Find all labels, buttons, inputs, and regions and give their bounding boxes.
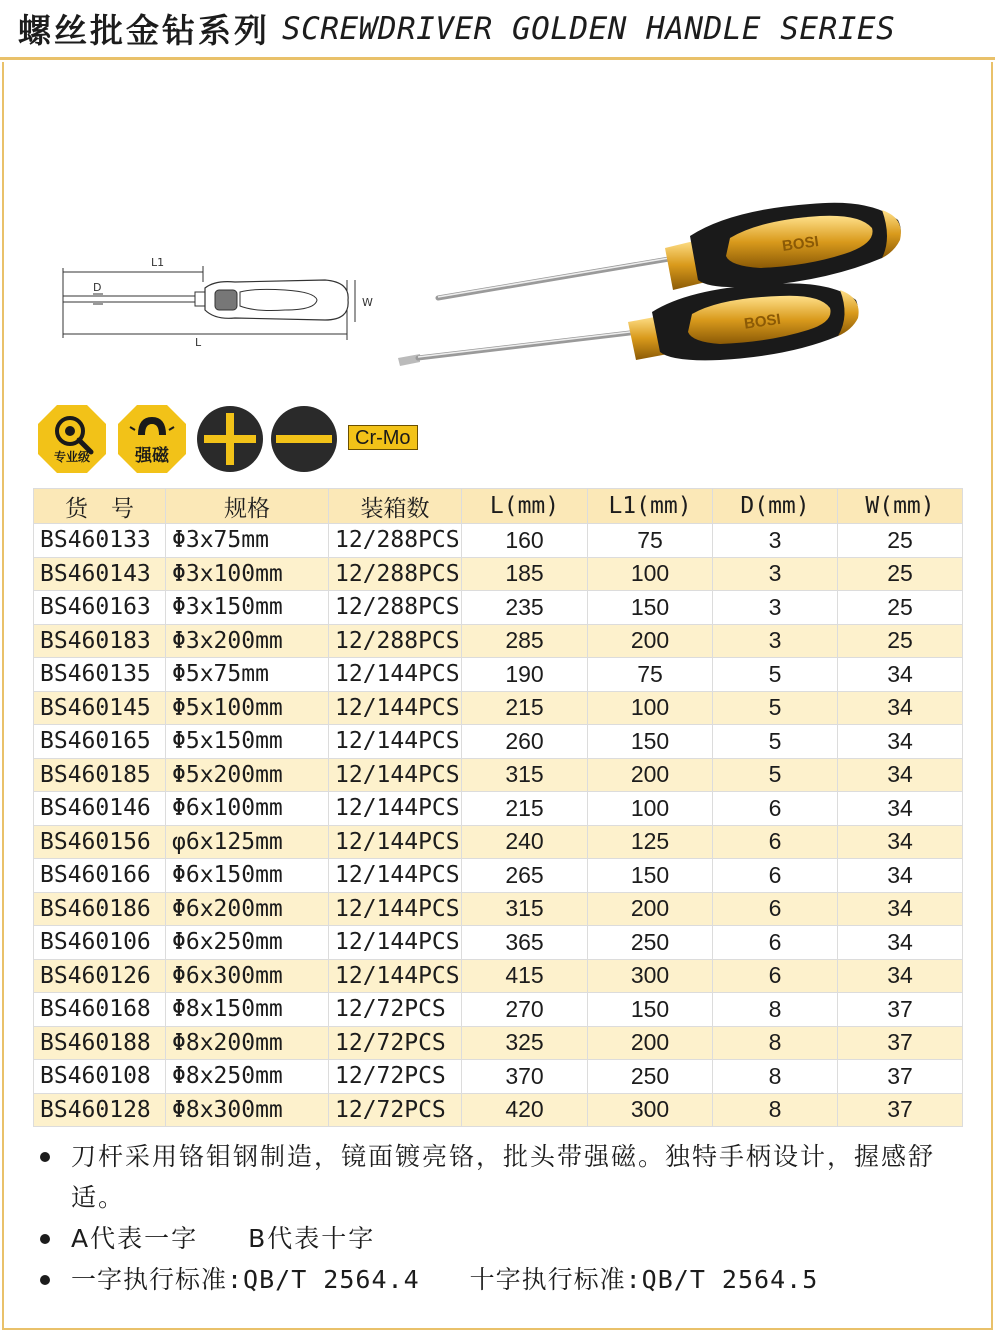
table-cell: 37 xyxy=(838,1060,963,1094)
table-cell: 100 xyxy=(588,557,713,591)
table-cell: 3 xyxy=(713,624,838,658)
table-cell: 34 xyxy=(838,691,963,725)
table-cell: 6 xyxy=(713,825,838,859)
diagram-blade xyxy=(63,296,205,302)
table-row xyxy=(34,691,963,725)
table-cell: BS460168 xyxy=(34,993,166,1027)
table-cell: 12/144PCS xyxy=(329,959,462,993)
table-cell: 12/144PCS xyxy=(329,691,462,725)
table-row xyxy=(34,758,963,792)
column-header: 规格 xyxy=(166,489,329,524)
slotted-screwdriver-image xyxy=(390,270,870,380)
table-cell: 370 xyxy=(462,1060,588,1094)
table-cell: 12/288PCS xyxy=(329,557,462,591)
table-cell: Φ3x200mm xyxy=(166,624,329,658)
table-cell: 415 xyxy=(462,959,588,993)
professional-label: 专业级 xyxy=(53,450,90,464)
label-w: W xyxy=(362,296,373,309)
table-cell: Φ3x100mm xyxy=(166,557,329,591)
table-cell: 315 xyxy=(462,892,588,926)
table-cell: Φ6x100mm xyxy=(166,792,329,826)
table-row xyxy=(34,926,963,960)
magnetic-badge xyxy=(116,403,188,475)
table-cell: 150 xyxy=(588,725,713,759)
table-cell: 12/144PCS xyxy=(329,859,462,893)
table-cell: 12/144PCS xyxy=(329,926,462,960)
table-cell: 3 xyxy=(713,591,838,625)
table-cell: BS460186 xyxy=(34,892,166,926)
table-row xyxy=(34,993,963,1027)
table-cell: 240 xyxy=(462,825,588,859)
table-row xyxy=(34,1093,963,1127)
table-cell: 5 xyxy=(713,758,838,792)
table-cell: 150 xyxy=(588,591,713,625)
spec-table xyxy=(33,488,963,1127)
table-cell: 265 xyxy=(462,859,588,893)
table-cell: 12/72PCS xyxy=(329,1060,462,1094)
table-cell: 6 xyxy=(713,959,838,993)
table-cell: 300 xyxy=(588,1093,713,1127)
slotted-tip-icon xyxy=(270,405,338,473)
table-cell: 75 xyxy=(588,658,713,692)
table-row xyxy=(34,892,963,926)
table-row xyxy=(34,557,963,591)
table-cell: 6 xyxy=(713,859,838,893)
table-cell: 12/288PCS xyxy=(329,624,462,658)
table-cell: 37 xyxy=(838,1026,963,1060)
column-header: W(mm) xyxy=(838,489,963,524)
table-cell: Φ8x250mm xyxy=(166,1060,329,1094)
table-cell: BS460156 xyxy=(34,825,166,859)
table-cell: 37 xyxy=(838,993,963,1027)
table-cell: 8 xyxy=(713,993,838,1027)
table-cell: 12/144PCS xyxy=(329,725,462,759)
table-cell: 34 xyxy=(838,859,963,893)
table-row xyxy=(34,658,963,692)
table-cell: 100 xyxy=(588,792,713,826)
label-l: L xyxy=(195,336,202,349)
note-material xyxy=(38,1136,968,1218)
table-cell: Φ6x300mm xyxy=(166,959,329,993)
table-cell: Φ8x200mm xyxy=(166,1026,329,1060)
table-cell: 420 xyxy=(462,1093,588,1127)
table-cell: 6 xyxy=(713,926,838,960)
table-cell: Φ8x150mm xyxy=(166,993,329,1027)
table-cell: BS460126 xyxy=(34,959,166,993)
table-cell: 12/144PCS xyxy=(329,792,462,826)
table-cell: 160 xyxy=(462,524,588,558)
table-cell: 34 xyxy=(838,725,963,759)
note-type-codes xyxy=(38,1218,968,1259)
table-row xyxy=(34,959,963,993)
table-cell: 12/72PCS xyxy=(329,993,462,1027)
table-cell: 200 xyxy=(588,1026,713,1060)
table-cell: 8 xyxy=(713,1093,838,1127)
table-cell: 34 xyxy=(838,892,963,926)
table-cell: Φ5x150mm xyxy=(166,725,329,759)
table-cell: 215 xyxy=(462,691,588,725)
table-cell: 200 xyxy=(588,624,713,658)
table-cell: 200 xyxy=(588,758,713,792)
note-standard-slotted: 一字执行标准:QB/T 2564.4 xyxy=(71,1265,420,1294)
table-cell: 150 xyxy=(588,993,713,1027)
notes xyxy=(38,1136,968,1300)
table-row xyxy=(34,1060,963,1094)
feature-badges xyxy=(36,403,418,475)
table-cell: Φ5x100mm xyxy=(166,691,329,725)
table-row xyxy=(34,524,963,558)
table-cell: 8 xyxy=(713,1060,838,1094)
table-cell: 12/288PCS xyxy=(329,591,462,625)
label-d: D xyxy=(93,281,102,294)
table-cell: Φ3x75mm xyxy=(166,524,329,558)
table-cell: 260 xyxy=(462,725,588,759)
table-cell: BS460163 xyxy=(34,591,166,625)
table-cell: 12/72PCS xyxy=(329,1026,462,1060)
table-cell: 235 xyxy=(462,591,588,625)
table-cell: 34 xyxy=(838,825,963,859)
column-header: L(mm) xyxy=(462,489,588,524)
table-cell: 25 xyxy=(838,591,963,625)
table-cell: 215 xyxy=(462,792,588,826)
table-cell: 75 xyxy=(588,524,713,558)
table-cell: 25 xyxy=(838,524,963,558)
table-cell: 34 xyxy=(838,758,963,792)
table-cell: BS460165 xyxy=(34,725,166,759)
page-header xyxy=(0,0,995,60)
table-cell: 34 xyxy=(838,959,963,993)
table-cell: 6 xyxy=(713,892,838,926)
professional-badge xyxy=(36,403,108,475)
table-cell: 3 xyxy=(713,524,838,558)
table-cell: 8 xyxy=(713,1026,838,1060)
note-standards xyxy=(38,1259,968,1300)
table-cell: 315 xyxy=(462,758,588,792)
table-row xyxy=(34,624,963,658)
table-cell: 37 xyxy=(838,1093,963,1127)
brand-mark-2: BOSI xyxy=(743,310,782,333)
note-code-a: A代表一字 xyxy=(71,1224,199,1253)
table-cell: Φ6x200mm xyxy=(166,892,329,926)
table-cell: 190 xyxy=(462,658,588,692)
table-row xyxy=(34,792,963,826)
table-row xyxy=(34,1026,963,1060)
table-cell: BS460128 xyxy=(34,1093,166,1127)
label-l1: L1 xyxy=(151,256,165,269)
table-cell: Φ3x150mm xyxy=(166,591,329,625)
table-cell: BS460106 xyxy=(34,926,166,960)
table-cell: 270 xyxy=(462,993,588,1027)
table-cell: 150 xyxy=(588,859,713,893)
table-cell: 12/144PCS xyxy=(329,892,462,926)
table-cell: 125 xyxy=(588,825,713,859)
table-cell: BS460183 xyxy=(34,624,166,658)
magnetic-label: 强磁 xyxy=(135,446,169,466)
table-cell: 5 xyxy=(713,691,838,725)
table-cell: Φ5x75mm xyxy=(166,658,329,692)
table-cell: 250 xyxy=(588,1060,713,1094)
table-cell: 34 xyxy=(838,658,963,692)
table-cell: Φ6x250mm xyxy=(166,926,329,960)
product-area xyxy=(0,70,995,390)
table-cell: 200 xyxy=(588,892,713,926)
note-standard-phillips: 十字执行标准:QB/T 2564.5 xyxy=(469,1265,819,1294)
title-english: SCREWDRIVER GOLDEN HANDLE SERIES xyxy=(282,10,896,47)
table-cell: BS460185 xyxy=(34,758,166,792)
column-header: 货 号 xyxy=(34,489,166,524)
table-cell: 25 xyxy=(838,624,963,658)
title-chinese: 螺丝批金钻系列 xyxy=(18,11,270,50)
table-cell: 325 xyxy=(462,1026,588,1060)
table-cell: Φ6x150mm xyxy=(166,859,329,893)
table-cell: 12/144PCS xyxy=(329,658,462,692)
table-cell: BS460145 xyxy=(34,691,166,725)
table-row xyxy=(34,825,963,859)
table-cell: Φ8x300mm xyxy=(166,1093,329,1127)
table-cell: 25 xyxy=(838,557,963,591)
table-cell: BS460166 xyxy=(34,859,166,893)
table-cell: 34 xyxy=(838,792,963,826)
column-header: L1(mm) xyxy=(588,489,713,524)
table-cell: Φ5x200mm xyxy=(166,758,329,792)
table-cell: 3 xyxy=(713,557,838,591)
table-row xyxy=(34,725,963,759)
table-cell: 12/144PCS xyxy=(329,758,462,792)
table-cell: 12/144PCS xyxy=(329,825,462,859)
table-cell: 250 xyxy=(588,926,713,960)
table-cell: 34 xyxy=(838,926,963,960)
table-row xyxy=(34,591,963,625)
phillips-tip-icon xyxy=(196,405,264,473)
table-cell: 5 xyxy=(713,725,838,759)
table-cell: 12/288PCS xyxy=(329,524,462,558)
table-cell: BS460143 xyxy=(34,557,166,591)
table-cell: 100 xyxy=(588,691,713,725)
table-cell: φ6x125mm xyxy=(166,825,329,859)
table-cell: BS460146 xyxy=(34,792,166,826)
brand-mark-1: BOSI xyxy=(781,233,820,256)
table-cell: 285 xyxy=(462,624,588,658)
dimension-diagram xyxy=(55,250,385,350)
material-badge: Cr-Mo xyxy=(348,425,418,450)
table-body xyxy=(34,524,963,1127)
table-cell: BS460188 xyxy=(34,1026,166,1060)
table-cell: 5 xyxy=(713,658,838,692)
table-cell: 6 xyxy=(713,792,838,826)
table-cell: BS460135 xyxy=(34,658,166,692)
table-header-row xyxy=(34,489,963,524)
table-cell: BS460108 xyxy=(34,1060,166,1094)
column-header: D(mm) xyxy=(713,489,838,524)
table-cell: 365 xyxy=(462,926,588,960)
table-row xyxy=(34,859,963,893)
table-cell: BS460133 xyxy=(34,524,166,558)
table-cell: 12/72PCS xyxy=(329,1093,462,1127)
note-code-b: B代表十字 xyxy=(248,1224,376,1253)
table-cell: 185 xyxy=(462,557,588,591)
table-cell: 300 xyxy=(588,959,713,993)
note-material-text: 刀杆采用铬钼钢制造，镜面镀亮铬，批头带强磁。独特手柄设计，握感舒适。 xyxy=(71,1142,936,1212)
column-header: 装箱数 xyxy=(329,489,462,524)
